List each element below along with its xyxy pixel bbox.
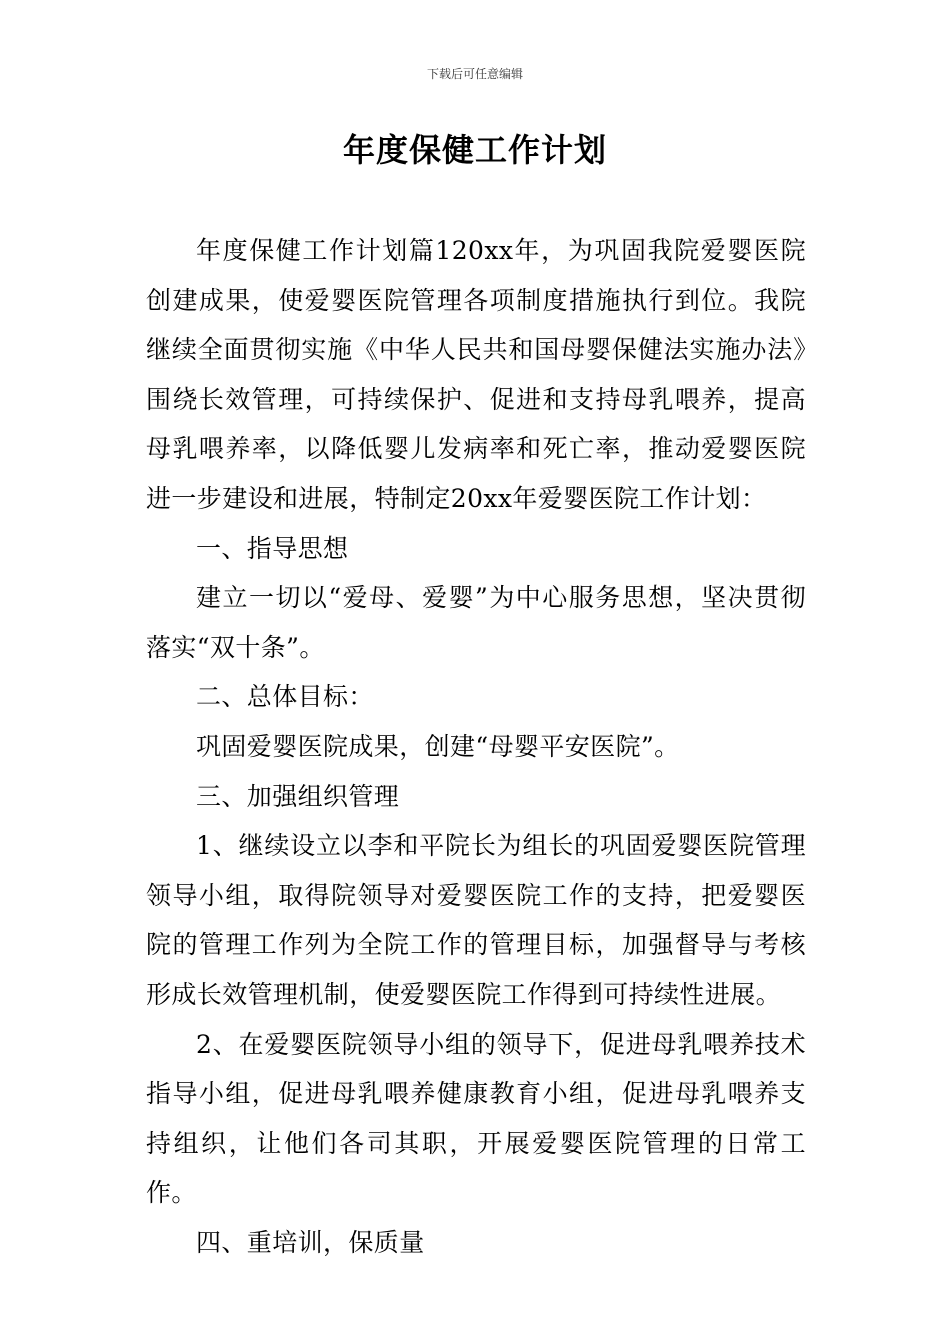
section-heading-organization: 三、加强组织管理 [196, 781, 400, 811]
section-heading-guiding-ideology: 一、指导思想 [196, 533, 349, 563]
document-body [146, 226, 806, 1267]
guiding-ideology-paragraph: 建立一切以“爱母、爱婴”为中心服务思想，坚决贯彻落实“双十条”。 [146, 583, 806, 662]
organization-item-2: 2、在爱婴医院领导小组的领导下，促进母乳喂养技术指导小组，促进母乳喂养健康教育小组，促进母乳喂养支持组织，让他们各司其职，开展爱婴医院管理的日常工作。 [146, 1029, 806, 1208]
header-note: 下载后可任意编辑 [426, 67, 523, 81]
document-title: 年度保健工作计划 [342, 131, 607, 169]
overall-goal-paragraph: 巩固爱婴医院成果，创建“母婴平安医院”。 [196, 731, 680, 761]
organization-item-1: 1、继续设立以李和平院长为组长的巩固爱婴医院管理领导小组，取得院领导对爱婴医院工作的支持，把爱婴医院的管理工作列为全院工作的管理目标，加强督导与考核形成长效管理机制，使爱婴医院工作得到可持续性进展。 [146, 831, 806, 1009]
intro-paragraph: 年度保健工作计划篇120xx年，为巩固我院爱婴医院创建成果，使爱婴医院管理各项制度措施执行到位。我院继续全面贯彻实施《中华人民共和国母婴保健法实施办法》围绕长效管理，可持续保护、促进和支持母乳喂养，提高母乳喂养率，以降低婴儿发病率和死亡率，推动爱婴医院进一步建设和进展，特制定20xx年爱婴医院工作计划： [146, 236, 806, 513]
section-heading-training: 四、重培训，保质量 [196, 1227, 425, 1257]
section-heading-overall-goal: 二、总体目标： [196, 682, 374, 712]
